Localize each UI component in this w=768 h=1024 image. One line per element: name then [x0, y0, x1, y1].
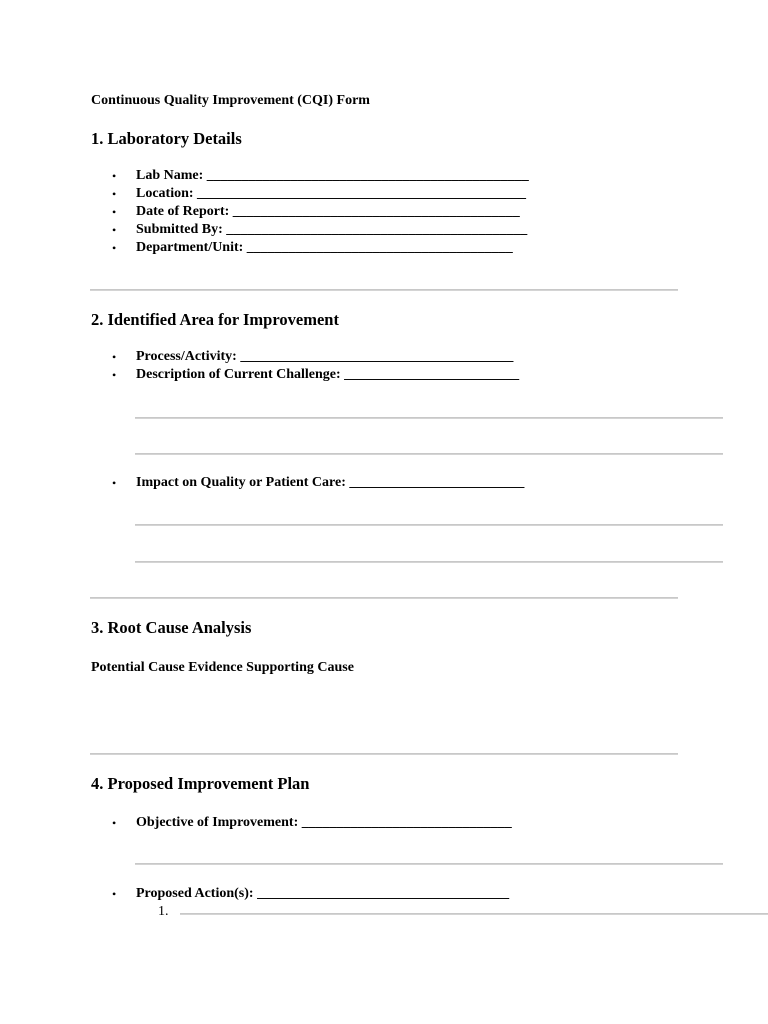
answer-line[interactable] [135, 417, 723, 419]
bullet-icon: • [112, 223, 117, 237]
field-department-unit: Department/Unit: ______________________________________ [136, 240, 513, 255]
section-divider [90, 753, 678, 755]
action-number-1: 1. [158, 904, 169, 919]
bullet-icon: • [112, 887, 117, 901]
document-title: Continuous Quality Improvement (CQI) Form [91, 93, 370, 108]
field-process-activity: Process/Activity: _______________________________________ [136, 349, 514, 364]
heading-root-cause-analysis: 3. Root Cause Analysis [91, 618, 252, 637]
answer-line[interactable] [135, 863, 723, 865]
field-submitted-by: Submitted By: ___________________________________________ [136, 222, 528, 237]
heading-improvement-plan: 4. Proposed Improvement Plan [91, 774, 310, 793]
field-location: Location: _______________________________________________ [136, 186, 527, 201]
field-date-of-report: Date of Report: _________________________________________ [136, 204, 520, 219]
section-divider [90, 597, 678, 599]
root-cause-table-header: Potential Cause Evidence Supporting Cause [91, 660, 354, 675]
field-current-challenge: Description of Current Challenge: _________________________ [136, 367, 520, 382]
section-divider [90, 289, 678, 291]
heading-laboratory-details: 1. Laboratory Details [91, 129, 242, 148]
field-lab-name: Lab Name: ______________________________________________ [136, 168, 529, 183]
bullet-icon: • [112, 187, 117, 201]
bullet-icon: • [112, 476, 117, 490]
answer-line[interactable] [180, 913, 768, 915]
bullet-icon: • [112, 241, 117, 255]
bullet-icon: • [112, 350, 117, 364]
bullet-icon: • [112, 368, 117, 382]
bullet-icon: • [112, 169, 117, 183]
answer-line[interactable] [135, 524, 723, 526]
bullet-icon: • [112, 205, 117, 219]
field-objective: Objective of Improvement: ______________________________ [136, 815, 512, 830]
bullet-icon: • [112, 816, 117, 830]
answer-line[interactable] [135, 453, 723, 455]
heading-identified-area: 2. Identified Area for Improvement [91, 310, 339, 329]
field-impact-on-quality: Impact on Quality or Patient Care: _________________________ [136, 475, 525, 490]
answer-line[interactable] [135, 561, 723, 563]
field-proposed-actions: Proposed Action(s): ____________________________________ [136, 886, 510, 901]
